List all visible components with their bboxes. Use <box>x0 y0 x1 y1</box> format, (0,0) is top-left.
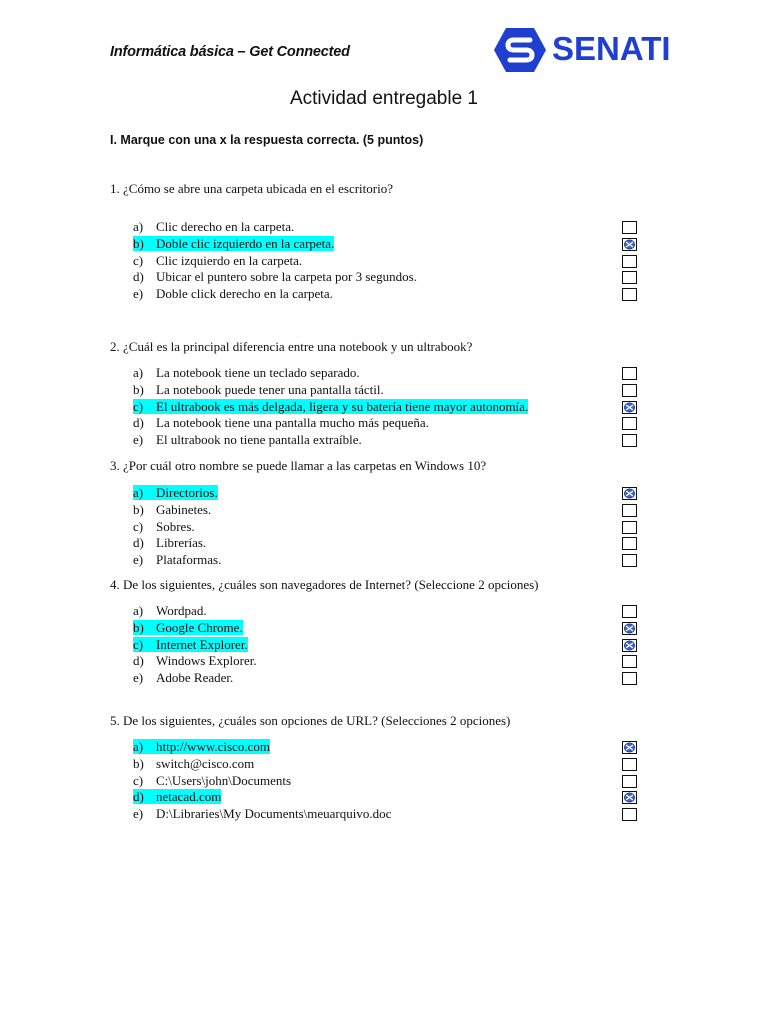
option-letter: d) <box>133 789 144 805</box>
checkbox-checked[interactable] <box>622 238 637 251</box>
option-text: Clic izquierdo en la carpeta. <box>156 252 303 268</box>
question-5-option <box>133 756 254 772</box>
option-text: Plataformas. <box>156 552 222 568</box>
senati-logo-text: SENATI <box>552 30 671 67</box>
question-4-option <box>133 637 248 653</box>
checkbox[interactable] <box>622 554 637 567</box>
instruction-text: I. Marque con una x la respuesta correcta. (5 puntos) <box>110 133 424 147</box>
checkbox[interactable] <box>622 288 637 301</box>
option-text: http://www.cisco.com <box>156 739 270 754</box>
question-2-option <box>133 399 528 415</box>
checkbox[interactable] <box>622 384 637 397</box>
checkbox[interactable] <box>622 808 637 821</box>
option-letter: e) <box>133 552 144 568</box>
option-letter: e) <box>133 806 144 822</box>
option-letter: d) <box>133 535 144 551</box>
option-text: Librerías. <box>156 535 207 551</box>
checkbox[interactable] <box>622 221 637 234</box>
question-4-option <box>133 670 233 686</box>
option-letter: a) <box>133 219 144 234</box>
question-3-option <box>133 552 221 568</box>
checkbox[interactable] <box>622 521 637 534</box>
checkbox-checked[interactable] <box>622 639 637 652</box>
checkbox[interactable] <box>622 537 637 550</box>
checkbox[interactable] <box>622 504 637 517</box>
option-letter: b) <box>133 235 144 251</box>
option-letter: a) <box>133 603 144 618</box>
question-5-option <box>133 789 221 805</box>
checkbox[interactable] <box>622 758 637 771</box>
checkbox[interactable] <box>622 775 637 788</box>
check-mark-icon <box>623 488 636 499</box>
option-letter: a) <box>133 739 144 754</box>
question-1-option <box>133 236 334 252</box>
checkbox[interactable] <box>622 367 637 380</box>
question-3-option <box>133 519 195 535</box>
option-letter: d) <box>133 415 144 431</box>
checkbox[interactable] <box>622 255 637 268</box>
option-text: Internet Explorer. <box>156 636 248 652</box>
option-text: Sobres. <box>156 518 195 534</box>
option-letter: d) <box>133 269 144 285</box>
question-4-text: 4. De los siguientes, ¿cuáles son navegadores de Internet? (Seleccione 2 opciones) <box>110 577 539 592</box>
question-3-text: 3. ¿Por cuál otro nombre se puede llamar a las carpetas en Windows 10? <box>110 458 487 473</box>
option-text: Directorios. <box>156 485 218 500</box>
option-text: El ultrabook es más delgada, ligera y su batería tiene mayor autonomía. <box>156 398 529 414</box>
checkbox-checked[interactable] <box>622 487 637 500</box>
question-1-option <box>133 219 294 235</box>
option-text: La notebook tiene un teclado separado. <box>156 365 360 380</box>
option-letter: c) <box>133 518 144 534</box>
option-letter: c) <box>133 398 144 414</box>
check-mark-icon <box>623 402 636 413</box>
senati-logo <box>492 26 684 74</box>
option-letter: e) <box>133 670 144 686</box>
question-1-option <box>133 286 333 302</box>
question-5-option <box>133 773 291 789</box>
question-1-option <box>133 269 417 285</box>
question-2-option <box>133 365 360 381</box>
option-text: netacad.com <box>156 789 222 805</box>
check-mark-icon <box>623 792 636 803</box>
option-text: D:\Libraries\My Documents\meuarquivo.doc <box>156 806 392 822</box>
question-5-option <box>133 806 391 822</box>
checkbox[interactable] <box>622 434 637 447</box>
option-letter: b) <box>133 619 144 635</box>
option-letter: c) <box>133 636 144 652</box>
option-text: Clic derecho en la carpeta. <box>156 219 295 234</box>
option-letter: e) <box>133 432 144 448</box>
question-1-text: 1. ¿Cómo se abre una carpeta ubicada en el escritorio? <box>110 181 393 196</box>
checkbox-checked[interactable] <box>622 622 637 635</box>
option-text: Doble click derecho en la carpeta. <box>156 286 333 302</box>
question-2-text: 2. ¿Cuál es la principal diferencia entre una notebook y un ultrabook? <box>110 339 473 354</box>
question-4-option <box>133 653 257 669</box>
option-text: switch@cisco.com <box>156 755 255 771</box>
checkbox[interactable] <box>622 672 637 685</box>
option-text: Wordpad. <box>156 603 207 618</box>
senati-logo-icon <box>492 26 548 74</box>
header-course-title: Informática básica – Get Connected <box>110 44 350 60</box>
option-letter: e) <box>133 286 144 302</box>
question-4-option <box>133 603 207 619</box>
option-text: Doble clic izquierdo en la carpeta. <box>156 235 335 251</box>
checkbox[interactable] <box>622 417 637 430</box>
option-letter: b) <box>133 501 144 517</box>
question-2-option <box>133 432 362 448</box>
question-3-option <box>133 485 218 501</box>
option-text: La notebook tiene una pantalla mucho más pequeña. <box>156 415 429 431</box>
option-letter: d) <box>133 653 144 669</box>
option-text: Windows Explorer. <box>156 653 257 669</box>
checkbox-checked[interactable] <box>622 401 637 414</box>
check-mark-icon <box>623 239 636 250</box>
option-text: La notebook puede tener una pantalla táctil. <box>156 381 384 397</box>
option-text: Ubicar el puntero sobre la carpeta por 3 segundos. <box>156 269 417 285</box>
question-5-option <box>133 739 270 755</box>
question-1-option <box>133 253 302 269</box>
checkbox[interactable] <box>622 655 637 668</box>
question-2-option <box>133 415 429 431</box>
option-letter: c) <box>133 772 144 788</box>
option-text: El ultrabook no tiene pantalla extraíble. <box>156 432 362 448</box>
question-3-option <box>133 535 206 551</box>
checkbox[interactable] <box>622 271 637 284</box>
option-text: Gabinetes. <box>156 501 212 517</box>
option-letter: a) <box>133 365 144 380</box>
option-letter: b) <box>133 381 144 397</box>
check-mark-icon <box>623 742 636 753</box>
question-3-option <box>133 502 211 518</box>
checkbox-checked[interactable] <box>622 791 637 804</box>
check-mark-icon <box>623 623 636 634</box>
option-letter: a) <box>133 485 144 500</box>
question-4-option <box>133 620 243 636</box>
question-5-text: 5. De los siguientes, ¿cuáles son opciones de URL? (Selecciones 2 opciones) <box>110 713 511 728</box>
option-text: Adobe Reader. <box>156 670 234 686</box>
check-mark-icon <box>623 640 636 651</box>
checkbox[interactable] <box>622 605 637 618</box>
document-title: Actividad entregable 1 <box>289 88 478 109</box>
option-letter: c) <box>133 252 144 268</box>
checkbox-checked[interactable] <box>622 741 637 754</box>
option-text: C:\Users\john\Documents <box>156 772 292 788</box>
question-2-option <box>133 382 384 398</box>
option-letter: b) <box>133 755 144 771</box>
option-text: Google Chrome. <box>156 619 243 635</box>
